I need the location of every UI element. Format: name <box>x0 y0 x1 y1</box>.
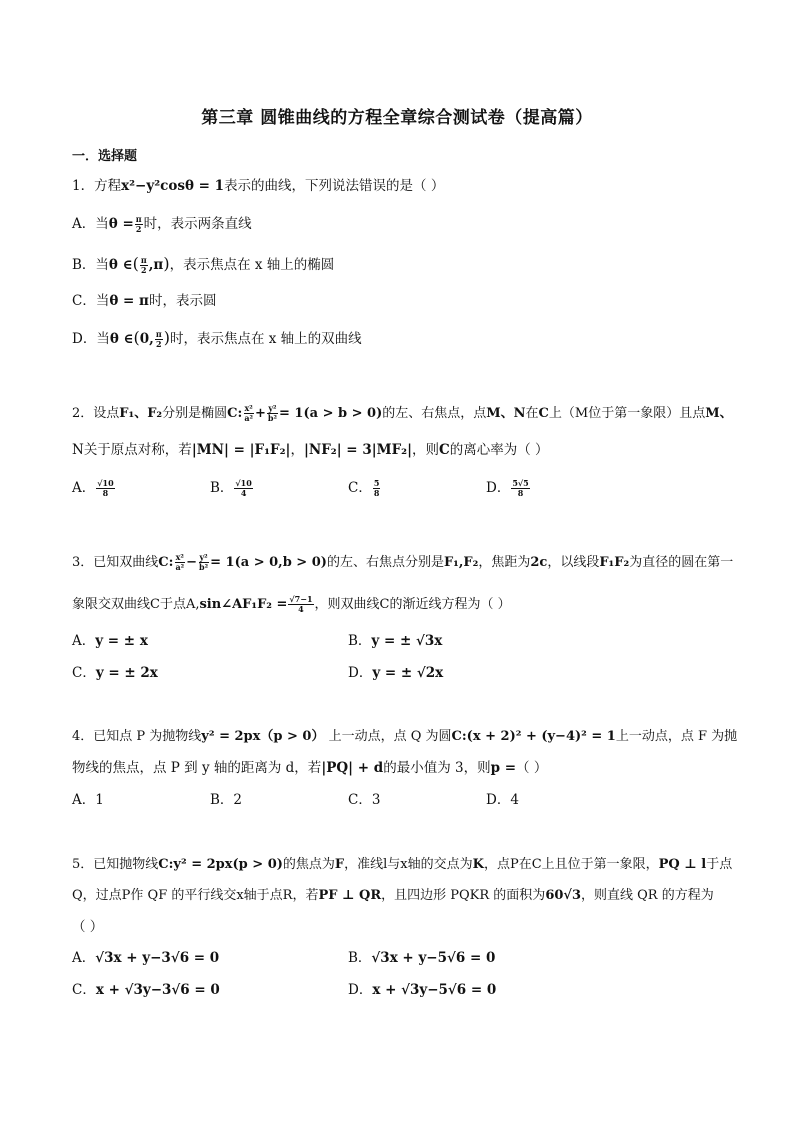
fraction: $\frac{\text{y²}}{\text{b²}}$ <box>267 403 278 423</box>
question-5-option-c[interactable]: C．x + √3y−3√6 = 0 <box>72 982 220 998</box>
question-1-option-d[interactable]: D．当θ ∈(0, $\frac{\pi}{2}$ )时，表示焦点在 x 轴上的双曲线 <box>72 328 362 349</box>
page-title: 第三章 圆锥曲线的方程全章综合测试卷（提高篇） <box>201 108 593 128</box>
fraction: $\frac{\text{x²}}{\text{a²}}$ <box>175 552 185 572</box>
question-5-stem-line3: （ ） <box>72 919 104 935</box>
question-3-stem-line2: 象限交双曲线C于点A,sin∠AF₁F₂ = $\frac{√7-1}{4}$ ，则双曲线C的渐近线方程为（ ） <box>72 594 511 614</box>
question-4-option-b[interactable]: B．2 <box>210 792 243 808</box>
question-4-stem-line1: 4．已知点 P 为抛物线y² = 2px（p > 0） 上一动点，点 Q 为圆C:(x + 2)² + (y−4)² = 1上一动点，点 F 为抛 <box>72 729 738 744</box>
section-heading: 一．选择题 <box>72 149 138 164</box>
fraction: $\frac{\pi}{2}$ <box>140 255 147 275</box>
fraction: $\frac{\pi}{2}$ <box>135 214 142 234</box>
question-2-option-a[interactable]: A． $\frac{√10}{8}$ <box>72 478 114 498</box>
question-2-option-c[interactable]: C． $\frac{5}{8}$ <box>348 478 380 498</box>
question-5-stem-line1: 5．已知抛物线C:y² = 2px(p > 0)的焦点为F，准线l与x轴的交点为K，点P在C上且位于第一象限，PQ ⊥ l于点 <box>72 857 733 872</box>
question-5-option-b[interactable]: B．√3x + y−5√6 = 0 <box>348 950 496 966</box>
question-1-stem: 1．方程x²−y²cosθ = 1表示的曲线，下列说法错误的是（ ） <box>72 178 445 194</box>
fraction: $\frac{\text{y²}}{\text{b²}}$ <box>199 552 209 572</box>
fraction: $\frac{\pi}{2}$ <box>155 329 162 349</box>
fraction: $\frac{√7-1}{4}$ <box>289 594 313 614</box>
question-4-stem-line2: 物线的焦点，点 P 到 y 轴的距离为 d，若|PQ| + d的最小值为 3，则p =（ ） <box>72 760 548 776</box>
question-3-option-c[interactable]: C．y = ± 2x <box>72 665 158 681</box>
question-5-option-d[interactable]: D．x + √3y−5√6 = 0 <box>348 982 497 998</box>
question-4-option-a[interactable]: A．1 <box>72 792 104 808</box>
question-4-option-d[interactable]: D．4 <box>486 792 519 808</box>
fraction: $\frac{√10}{4}$ <box>235 478 252 498</box>
fraction: $\frac{5√5}{8}$ <box>512 478 529 498</box>
question-5-option-a[interactable]: A．√3x + y−3√6 = 0 <box>72 950 220 966</box>
question-2-option-d[interactable]: D． $\frac{5√5}{8}$ <box>486 478 529 498</box>
fraction: $\frac{5}{8}$ <box>373 478 380 498</box>
fraction: $\frac{\text{x²}}{\text{a²}}$ <box>244 403 253 423</box>
question-4-option-c[interactable]: C．3 <box>348 792 381 808</box>
question-3-stem-line1: 3．已知双曲线C: $\frac{\text{x²}}{\text{a²}}$ − $\frac{\text{y²}}{\text{b²}}$ = 1(a > 0,b > 0)的左、右焦点分别是F₁,F₂，焦距为2c，以线段F₁F₂为直径的圆在第一 <box>72 552 734 572</box>
equation: x²−y²cosθ = 1 <box>121 178 225 194</box>
fraction: $\frac{√10}{8}$ <box>97 478 114 498</box>
question-2-stem-line2: N关于原点对称，若|MN| = |F₁F₂|，|NF₂| = 3|MF₂|，则C的离心率为（ ） <box>72 442 549 458</box>
question-3-option-a[interactable]: A．y = ± x <box>72 633 148 649</box>
question-2-stem-line1: 2．设点F₁、F₂分别是椭圆C: $\frac{\text{x²}}{\text{a²}}$ + $\frac{\text{y²}}{\text{b²}}$ = 1(a > b > 0)的左、右焦点，点M、N在C上（M位于第一象限）且点M、 <box>72 403 733 423</box>
question-5-stem-line2: Q，过点P作 QF 的平行线交x轴于点R，若PF ⊥ QR，且四边形 PQKR 的面积为60√3，则直线 QR 的方程为 <box>72 888 714 903</box>
question-2-option-b[interactable]: B． $\frac{√10}{4}$ <box>210 478 252 498</box>
question-1-option-a[interactable]: A．当θ = $\frac{\pi}{2}$ 时，表示两条直线 <box>72 214 252 234</box>
question-3-option-b[interactable]: B．y = ± √3x <box>348 633 443 649</box>
question-1-option-b[interactable]: B．当θ ∈( $\frac{\pi}{2}$ ,π)，表示焦点在 x 轴上的椭圆 <box>72 254 335 275</box>
question-1-option-c[interactable]: C．当θ = π时，表示圆 <box>72 293 217 309</box>
question-3-option-d[interactable]: D．y = ± √2x <box>348 665 444 681</box>
